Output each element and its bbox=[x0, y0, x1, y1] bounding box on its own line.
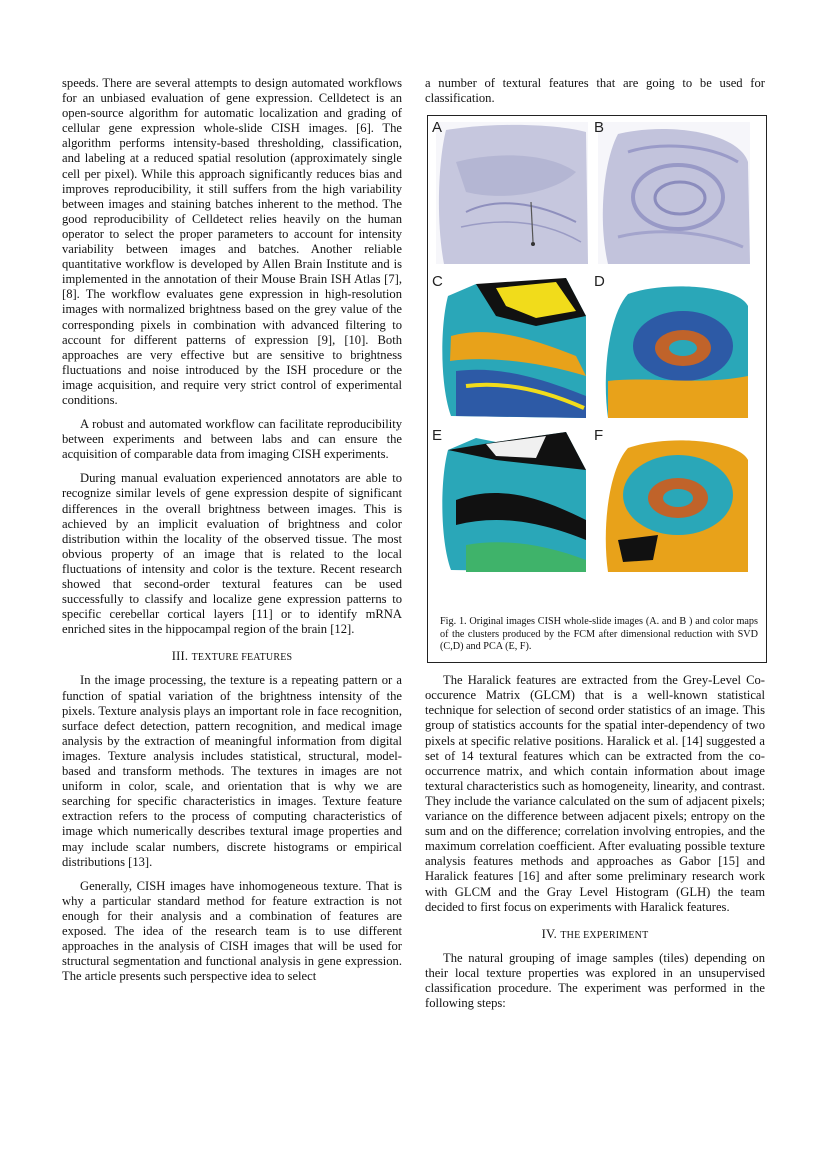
right-column bbox=[425, 76, 765, 1020]
panel-label: C bbox=[432, 273, 443, 291]
body-paragraph: A robust and automated workflow can facilitate reproducibility between experiments and between labs and can ensure the acquisition of comparable data from imaging CISH experiments. bbox=[62, 417, 402, 462]
panel-label: B bbox=[594, 119, 605, 137]
body-paragraph: The Haralick features are extracted from the Grey-Level Co-occurence Matrix (GLCM) that is a well-known statistical technique for selection of second order statistics of an image. This group of statistics accounts for the spatial inter-dependency of two pixels at specific relative positions. Haralick et al. [14] suggested a set of 14 textural features which can be extracted from the co-occurrence matrix, and which contain information about image textural characteristics such as homogeneity, linearity, and contrast. They include the variance calculated on the sum of adjacent pixels; variance on the difference between adjacent pixels; entropy on the sum and on the difference; correlation involving entropies, and the maximum correlation coefficient. After evaluating possible texture analysis features methods and approaches as Gabor [15] and Haralick features [16] and after some preliminary research work with GLCM and the Gray Level Histogram (GLH) the team decided to first focus on experiments with Haralick features. bbox=[425, 673, 765, 914]
stained-tissue-image-a bbox=[436, 122, 588, 264]
cluster-map-image-f bbox=[598, 430, 750, 572]
stained-tissue-image-b bbox=[598, 122, 750, 264]
cluster-map-image-d bbox=[598, 276, 750, 418]
body-paragraph: The natural grouping of image samples (tiles) depending on their local texture properties was explored in an unsupervised classification procedure. The experiment was performed in the following steps: bbox=[425, 950, 765, 1011]
figure-panel-a bbox=[432, 119, 588, 264]
section-heading-experiment bbox=[425, 927, 765, 943]
figure-panel-d bbox=[594, 273, 750, 418]
panel-label: F bbox=[594, 427, 604, 445]
left-column bbox=[62, 76, 402, 993]
section-heading-texture-features bbox=[62, 649, 402, 665]
cluster-map-image-c bbox=[436, 276, 588, 418]
body-paragraph: Generally, CISH images have inhomogeneous texture. That is why a particular standard method for feature extraction is not enough for their analysis and a combination of features are exposed. The idea of the research team is to use different approaches in the analysis of CISH images that will be used for structural segmentation and functional analysis in gene expression. The article presents such perspective idea to select bbox=[62, 878, 402, 984]
panel-label: A bbox=[432, 119, 443, 137]
figure-panel-b bbox=[594, 119, 750, 264]
body-paragraph: In the image processing, the texture is a repeating pattern or a function of spatial variation of the brightness intensity of the pixels. Texture analysis plays an important role in face recognition, surface defect detection, pattern recognition, and medical image analysis by the extraction of meaningful information from digital images. Texture analysis includes statistical, structural, model-based and transform methods. The textures in images are not uniform in color, scale, and orientation that is why we are searching for specific characteristics in images. Texture feature extraction refers to the process of computing characteristics of image which numerically describes textural image properties and may include scalar numbers, discrete histograms or empirical distributions [13]. bbox=[62, 673, 402, 869]
body-paragraph: speeds. There are several attempts to design automated workflows for an unbiased evaluation of gene expression. Celldetect is an open-source algorithm for automatic localization and grading of cellular gene expression whole-slide CISH images. [6]. The algorithm performs intensity-based thresholding, classification, and labeling at a reduced spatial resolution (approximately single cell per pixel). While this approach significantly reduces bias and improves reproducibility, it still suffers from the high variability between images and staining batches inherent to the method. The good reproducibility of Celldetect relies heavily on the human operator to select the proper parameters to account for intensity variability between images and batches. Another reliable quantitative workflow is developed by Allen Brain Institute and is implemented in the annotation of their Mouse Brain ISH Atlas [7], [8]. The workflow evaluates gene expression in high-resolution images with normalized brightness based on the grey value of the corresponding pixels in combination with advanced filtering to account for different patterns of expression [9], [10]. Both approaches are very effective but are sensitive to brightness fluctuations and noise introduced by the ISH procedure or the image acquisition, and require very strict control of experimental conditions. bbox=[62, 76, 402, 407]
cluster-map-image-e bbox=[436, 430, 588, 572]
figure-panel-f bbox=[594, 427, 750, 572]
figure-1 bbox=[427, 115, 767, 663]
section-number: IV. bbox=[541, 926, 557, 941]
body-paragraph: During manual evaluation experienced annotators are able to recognize similar levels of gene expression despite of significant differences in the overall brightness between images. This is achieved by an implicit evaluation of brightness and color distribution within the locality of the observed tissue. The most obvious property of an image that is related to the local fluctuations of intensity and color is the texture. Recent research showed that second-order textural features can be used successfully to classify and localize gene expression patterns to specific cerebellar cortical layers [11] or to identify mRNA enriched sites in the hippocampal region of the brain [12]. bbox=[62, 471, 402, 637]
figure-panel-c bbox=[432, 273, 588, 418]
panel-label: D bbox=[594, 273, 605, 291]
section-number: III. bbox=[171, 649, 189, 664]
section-title: TEXTURE FEATURES bbox=[191, 652, 293, 664]
body-paragraph: a number of textural features that are going to be used for classification. bbox=[425, 76, 765, 106]
figure-caption: Fig. 1. Original images CISH whole-slide images (A. and B ) and color maps of the clusters produced by the FCM after dimensional reduction with SVD (C,D) and PCA (E, F). bbox=[440, 616, 758, 653]
figure-panel-e bbox=[432, 427, 588, 572]
panel-label: E bbox=[432, 427, 443, 445]
section-title: THE EXPERIMENT bbox=[560, 929, 649, 941]
